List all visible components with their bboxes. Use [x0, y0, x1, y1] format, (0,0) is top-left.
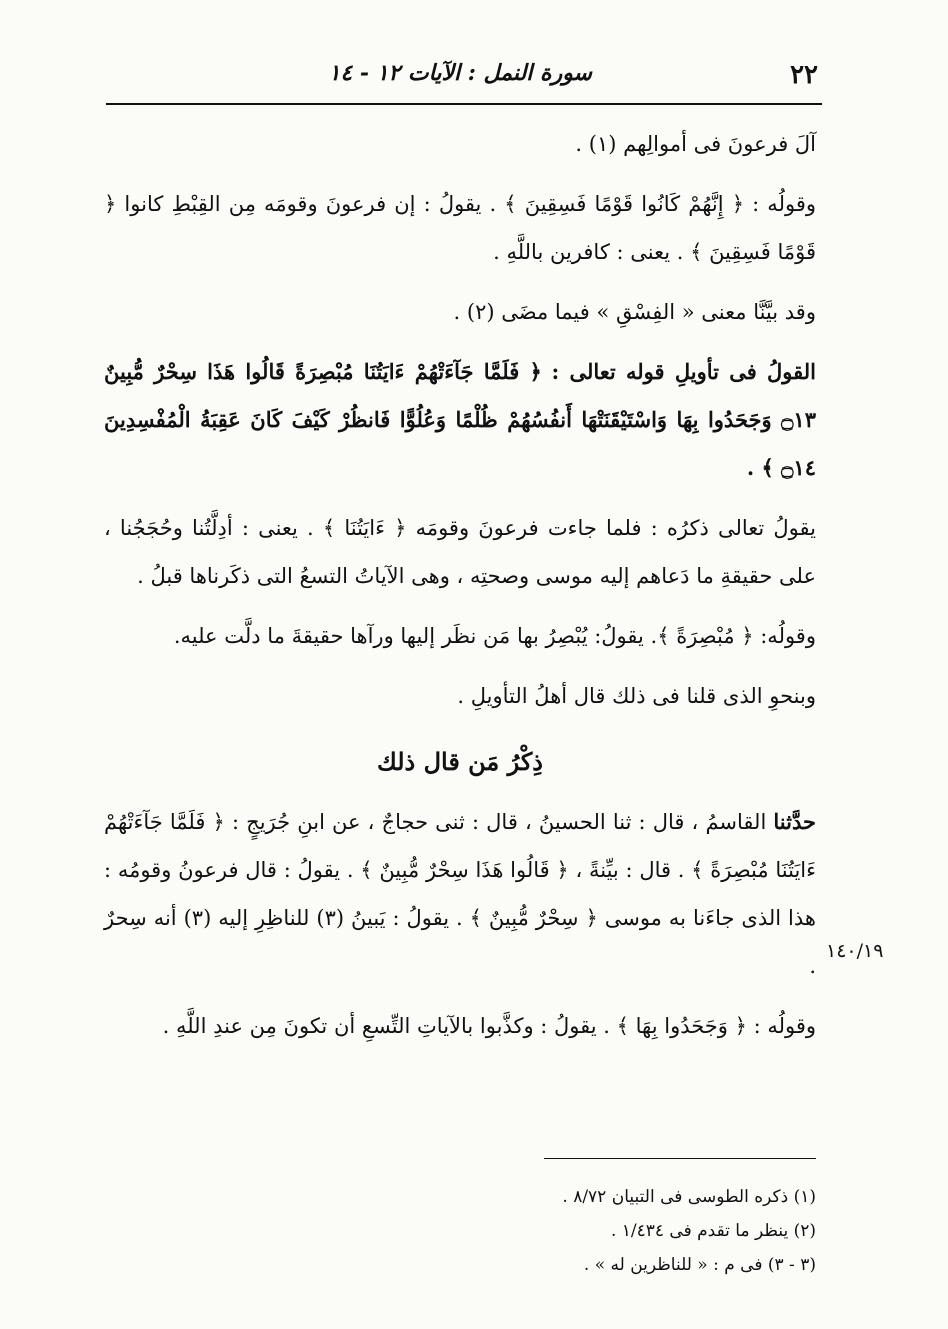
- paragraph: وبنحوِ الذى قلنا فى ذلك قال أهلُ التأويلِ .: [457, 684, 816, 708]
- header-rule: [106, 103, 822, 105]
- paragraph: وقد بيَّنَّا معنى « الفِسْقِ » فيما مضَى (٢) .: [453, 300, 816, 324]
- paragraph: وقولُه : ﴿ إِنَّهُمْ كَانُوا قَوْمًا فَسِقِينَ ﴾ . يقولُ : إن فرعونَ وقومَه مِن القِبْطِ كانوا ﴿ قَوْمًا فَسِقِينَ ﴾ . يعنى : كافرين باللَّهِ .: [104, 192, 816, 264]
- paragraph-gap: [104, 660, 816, 672]
- paragraph-gap: [104, 276, 816, 288]
- qawl-paragraph: [104, 348, 816, 492]
- paragraph: يقولُ تعالى ذكرُه : فلما جاءت فرعونَ وقومَه ﴿ ءَايَتُنَا ﴾ . يعنى : أدِلَّتُنا وحُجَجُنا ، على حقيقةِ ما دَعاهم إليه موسى وصحتِه ، وهى الآياتُ التسعُ التى ذكَرناها قبلُ .: [104, 516, 816, 588]
- running-title: سورة النمل : الآيات ١٢ - ١٤: [328, 60, 592, 86]
- hadith-text: القاسمُ ، قال : ثنا الحسينُ ، قال : ثنى حجاجٌ ، عن ابنِ جُرَيجٍ : ﴿ فَلَمَّا جَآءَتْهُمْ ءَايَتُنَا مُبْصِرَةً ﴾ . قال : بيِّنةً ، ﴿ قَالُوا هَذَا سِحْرٌ مُّبِينٌ ﴾ . يقولُ : قال فرعونُ وقومُه : هذا الذى جاءَنا به موسى ﴿ سِحْرٌ مُّبِينٌ ﴾ . يقولُ : يَبينُ (٣) للناظِرِ إليه (٣) أنه سِحرٌ .: [104, 810, 816, 978]
- footnote: (٣ - ٣) فى م : « للناظرين له » .: [583, 1255, 816, 1275]
- paragraph-gap: [104, 600, 816, 612]
- hadith-paragraph: [104, 798, 816, 990]
- footnote: (٢) ينظر ما تقدم فى ١/٤٣٤ .: [610, 1221, 816, 1241]
- paragraph-gap: [104, 336, 816, 348]
- paragraph-gap: [104, 990, 816, 1002]
- quran-verse: ﴿ فَلَمَّا جَآءَتْهُمْ ءَايَتُنَا مُبْصِرَةً قَالُوا هَذَا سِحْرٌ مُّبِينٌ ۝١٣ وَجَحَدُوا بِهَا وَاسْتَيْقَنَتْهَا أَنفُسُهُمْ ظُلْمًا وَعُلُوًّا فَانظُرْ كَيْفَ كَانَ عَقِبَةُ الْمُفْسِدِينَ ۝١٤ ﴾ .: [104, 359, 816, 480]
- qawl-lead: القولُ فى تأويلِ قوله تعالى :: [551, 359, 817, 384]
- margin-reference: ١٤٠/١٩: [826, 940, 884, 962]
- paragraph: وقولُه: ﴿ مُبْصِرَةً ﴾. يقولُ: يُبْصِرُ بها مَن نظَر إليها ورآها حقيقةَ ما دلَّت عليه.: [173, 624, 816, 648]
- paragraph: آلَ فرعونَ فى أموالِهم (١) .: [575, 132, 816, 156]
- footnote: (١) ذكره الطوسى فى التبيان ٨/٧٢ .: [562, 1187, 816, 1207]
- footnotes: [300, 1180, 816, 1282]
- paragraph-gap: [104, 168, 816, 180]
- page-number: ٢٢: [790, 60, 818, 90]
- hadith-lead: حدَّثنا: [773, 809, 816, 834]
- section-heading: ذِكْرُ مَن قال ذلك: [377, 747, 543, 776]
- page-header: [106, 54, 822, 98]
- main-text: [104, 120, 816, 1050]
- footnote-rule: [544, 1158, 816, 1159]
- paragraph-gap: [104, 492, 816, 504]
- paragraph: وقولُه : ﴿ وَجَحَدُوا بِهَا ﴾ . يقولُ : وكذَّبوا بالآياتِ التِّسعِ أن تكونَ مِن عندِ اللَّهِ .: [162, 1014, 816, 1038]
